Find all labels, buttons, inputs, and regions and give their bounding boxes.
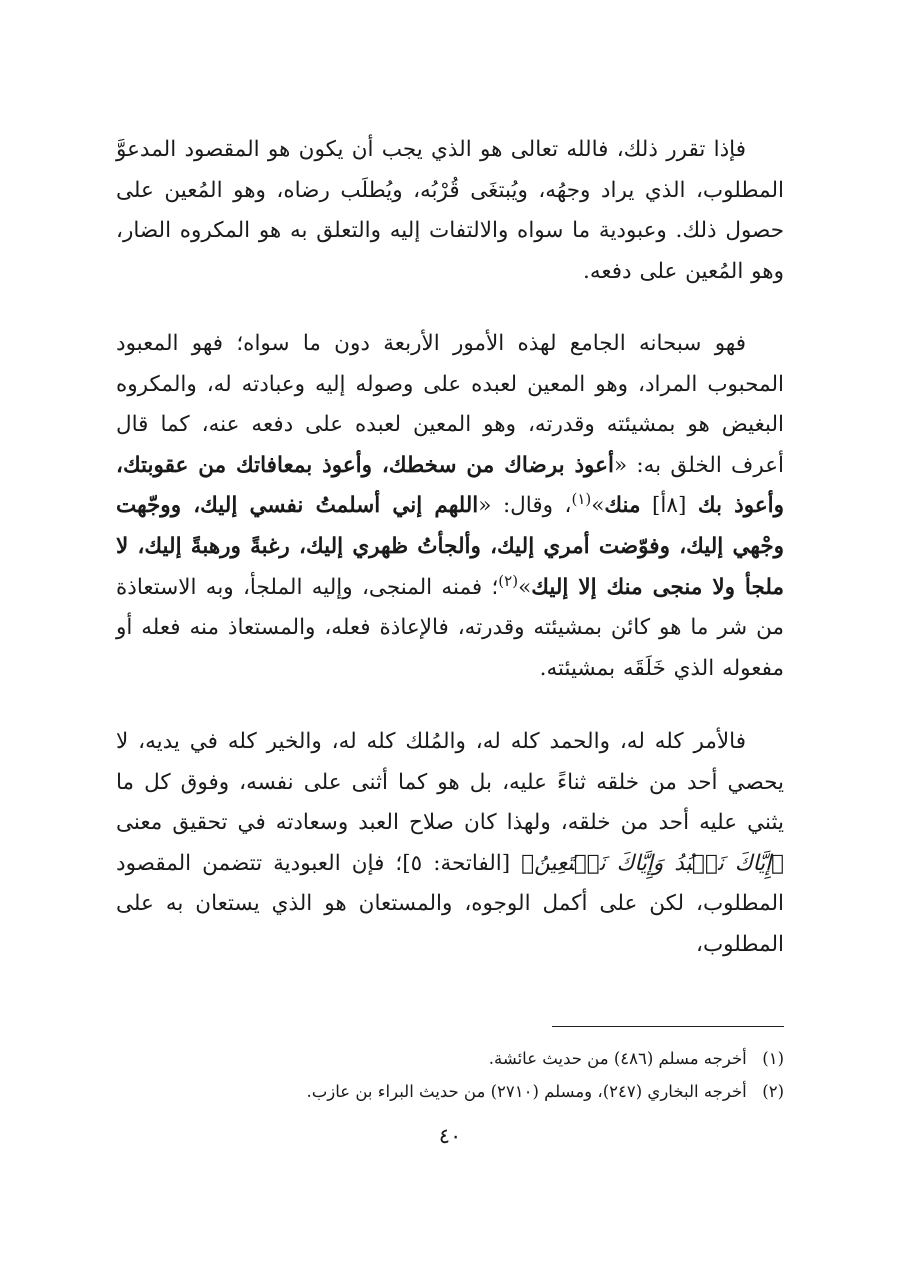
footnote-2 bbox=[116, 1075, 784, 1108]
paragraph-3-intro: فالأمر كله له، والحمد كله له، والمُلك كله له، والخير كله في يديه، لا يحصي أحد من خلقه ثناءً عليه، بل هو كما أثنى على نفسه، وفوق كل ما يثني عليه أحد من خلقه، ولهذا كان صلاح العبد وسعادته في تحقيق معنى bbox=[116, 729, 784, 836]
hadith-1-close-quote: » bbox=[591, 493, 605, 519]
footnote-ref-2[interactable]: (٢) bbox=[498, 571, 519, 590]
hadith-quote-2: اللهم إني أسلمتُ نفسي إليك، ووجّهت وجْهي إليك، وفوّضت أمري إليك، وألجأتُ ظهري إليك، رغبةً ورهبةً إليك، لا ملجأ ولا منجى منك إلا إليك bbox=[116, 493, 784, 600]
quran-verse: ﴿إِيَّاكَ نَعۡبُدُ وَإِيَّاكَ نَسۡتَعِينُ﴾ bbox=[521, 850, 784, 876]
footnote-1 bbox=[116, 1042, 784, 1075]
quran-verse-ref: [الفاتحة: ٥] bbox=[402, 850, 522, 876]
footnote-ref-1[interactable]: (١) bbox=[571, 490, 592, 509]
hadith-quote-1: أعوذ برضاك من سخطك، وأعوذ بمعافاتك من عقوبتك، وأعوذ بك bbox=[116, 452, 784, 519]
paragraph-3 bbox=[116, 722, 784, 966]
paragraph-2-intro: فهو سبحانه الجامع لهذه الأمور الأربعة دون ما سواه؛ فهو المعبود المحبوب المراد، وهو المعين لعبده على وصوله إليه وعبادته له، والمكروه البغيض هو بمشيئته وقدرته، وهو المعين لعبده على دفعه عنه، كما قال أعرف الخلق به: « bbox=[116, 331, 784, 478]
hadith-quote-1-end: منك bbox=[604, 493, 641, 519]
paragraph-2-outro: ؛ فمنه المنجى، وإليه الملجأ، وبه الاستعاذة من شر ما هو كائن بمشيئته وقدرته، فالإعاذة فعله، والمستعاذ منه فعله أو مفعوله الذي خَلَقَه بمشيئته. bbox=[116, 574, 784, 681]
footnote-text: أخرجه البخاري (٢٤٧)، ومسلم (٢٧١٠) من حديث البراء بن عازب. bbox=[306, 1082, 747, 1101]
footnote-number: (٢) bbox=[762, 1082, 784, 1101]
footnote-number: (١) bbox=[762, 1049, 784, 1068]
footnote-text: أخرجه مسلم (٤٨٦) من حديث عائشة. bbox=[488, 1049, 747, 1068]
hadith-2-close-quote: » bbox=[518, 574, 532, 600]
paragraph-1: فإذا تقرر ذلك، فالله تعالى هو الذي يجب أن يكون هو المقصود المدعوَّ المطلوب، الذي يراد وجهُه، ويُبتغَى قُرْبُه، ويُطلَب رضاه، وهو المُعين على حصول ذلك. وعبودية ما سواه والالتفات إليه والتعلق به هو المكروه الضار، وهو المُعين على دفعه. bbox=[116, 137, 784, 284]
manuscript-page-ref: [٨أ] bbox=[640, 493, 698, 519]
book-page bbox=[116, 112, 784, 1232]
footnote-divider bbox=[552, 1026, 784, 1027]
page-number: ٤٠ bbox=[438, 1124, 462, 1148]
paragraph-3-outro: ؛ فإن العبودية تتضمن المقصود المطلوب، لكن على أكمل الوجوه، والمستعان هو الذي يستعان به على المطلوب، bbox=[116, 850, 784, 957]
paragraph-2 bbox=[116, 324, 784, 689]
footnotes bbox=[116, 1042, 784, 1108]
paragraph-2-mid: ، وقال: « bbox=[478, 493, 572, 519]
